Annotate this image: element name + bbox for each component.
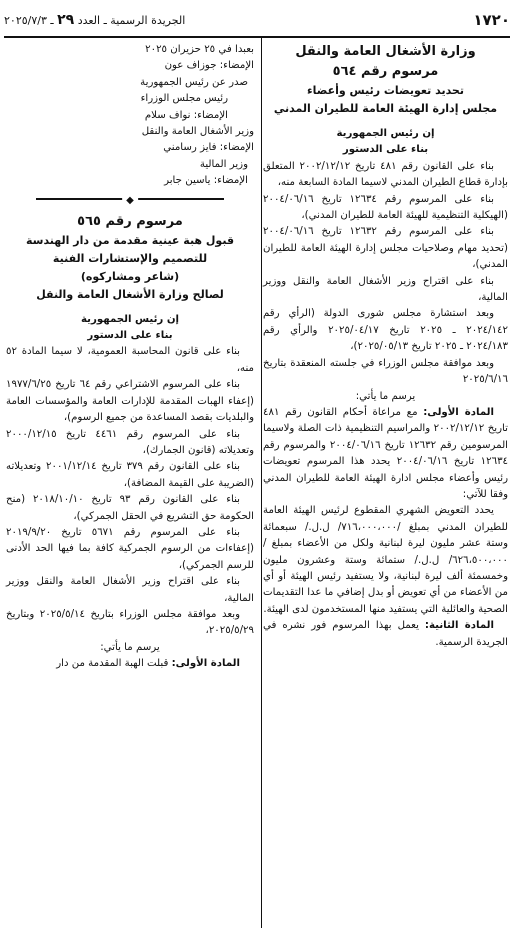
- body-paragraph: بناء على المرسوم رقم ١٢٦٣٢ تاريخ ٢٠٠٤/٠٦/١٦ (تحديد مهام وصلاحيات مجلس إدارة الهيئة العامة للطيران المدني)،: [263, 226, 508, 271]
- decree-subtitle: مجلس إدارة الهيئة العامة للطيران المدني: [273, 102, 498, 115]
- column-divider: [261, 38, 262, 928]
- article-label: المادة الثانية:: [424, 620, 494, 632]
- body-paragraph: وبعد موافقة مجلس الوزراء في جلسته المنعقدة بتاريخ ٢٠٢٥/٦/١٦: [263, 357, 508, 386]
- signature-line: بعبدا في ٢٥ حزيران ٢٠٢٥: [145, 44, 254, 55]
- decree-formula: يرسم ما يأتي:: [100, 641, 160, 653]
- signature-line: رئيس مجلس الوزراء: [140, 93, 228, 105]
- preamble-heading: بناء على الدستور: [342, 144, 429, 156]
- header-rule: [4, 36, 510, 38]
- body-paragraph: بناء على المرسوم رقم ٥٦٧١ تاريخ ٢٠١٩/٩/٢٠ (إعفاءات من الرسوم الجمركية كافة بما فيها الحد الأدنى للرسم الجمركي)،: [6, 526, 254, 571]
- body-paragraph: بناء على المرسوم رقم ٤٤٦١ تاريخ ٢٠٠٠/١٢/١٥ وتعديلاته (قانون الجمارك)،: [6, 428, 254, 456]
- right-column: [263, 42, 508, 651]
- body-paragraph: بناء على المرسوم رقم ١٢٦٣٤ تاريخ ٢٠٠٤/٠٦/١٦ (الهيكلية التنظيمية للهيئة العامة للطيران المدني)،: [263, 193, 508, 222]
- body-paragraph: وبعد استشارة مجلس شورى الدولة (الرأي رقم ٢٠٢٤/١٤٢ ـ ٢٠٢٥ تاريخ ٢٠٢٥/٠٤/١٧ والرأي رقم ٢٠٢٤/١٨٣ ـ ٢٠٢٥ تاريخ ٢٠٢٥/٠٥/١٣)،: [263, 308, 509, 353]
- issue-number: ٢٩: [57, 12, 75, 28]
- left-column: [6, 42, 254, 673]
- article-text: قبلت الهبة المقدمة من دار: [56, 658, 172, 670]
- decree-formula: يرسم ما يأتي:: [355, 390, 416, 402]
- body-paragraph: بناء على اقتراح وزير الأشغال العامة والنقل ووزير المالية،: [263, 275, 508, 304]
- decree-title: مرسوم رقم ٥٦٤: [332, 64, 439, 79]
- signature-line: وزير المالية: [199, 158, 248, 170]
- article-label: المادة الأولى:: [171, 658, 240, 670]
- body-paragraph: يحدد التعويض الشهري المقطوع لرئيس الهيئة العامة للطيران المدني بمبلغ /٧١٦،٠٠٠،٠٠٠/ ل.ل./ سبعمائة وستة عشر مليون ليرة لبنانية ولكل من الأعضاء بمبلغ /٦٢٦،٥٠٠،٠٠٠/ ل.ل./ ستمائة وستة وعشرون مليون وخمسمئة ألف ليرة لبنانية، ولا يستفيد رئيس الهيئة أو أي من الأعضاء من أي تعويض أو بدل إضافي ما عدا التقديمات الصحية والعائلية التي يستفيد منها المستخدمون لدى الهيئة.: [263, 505, 508, 615]
- spacer: [263, 118, 508, 126]
- preamble-heading: إن رئيس الجمهورية: [336, 128, 435, 139]
- signature-line: صدر عن رئيس الجمهورية: [140, 76, 248, 88]
- decree-title: مرسوم رقم ٥٦٥: [77, 213, 183, 229]
- signature-line: الإمضاء: نواف سلام: [144, 109, 228, 121]
- gazette-label: الجريدة الرسمية ـ العدد: [77, 14, 186, 27]
- body-paragraph: وبعد موافقة مجلس الوزراء بتاريخ ٢٠٢٥/٥/١٤ وبتاريخ ٢٠٢٥/٥/٢٩،: [6, 608, 254, 637]
- section-divider: [36, 194, 224, 206]
- signature-line: الإمضاء: فايز رسامني: [163, 142, 254, 154]
- spacer: [6, 304, 254, 312]
- body-paragraph: بناء على القانون رقم ٩٣ تاريخ ٢٠١٨/١٠/١٠ (منح الحكومة حق التشريع في الحقل الجمركي)،: [6, 494, 254, 522]
- article-text: يعمل بهذا المرسوم فور نشره في الجريدة الرسمية.: [263, 620, 508, 648]
- decree-subtitle: تحديد تعويضات رئيس وأعضاء: [307, 84, 464, 97]
- gazette-issue-info: [4, 12, 185, 28]
- preamble-heading: بناء على الدستور: [87, 330, 173, 342]
- decree-subtitle: قبول هبة عينية مقدمة من دار الهندسة: [25, 233, 235, 247]
- body-paragraph: بناء على قانون المحاسبة العمومية، لا سيما المادة ٥٢ منه،: [6, 346, 254, 374]
- page-number: ١٧٢٠: [473, 11, 510, 29]
- signature-line: الإمضاء: جوزاف عون: [164, 60, 254, 72]
- decree-subtitle: لصالح وزارة الأشغال العامة والنقل: [36, 287, 224, 301]
- body-paragraph: بناء على القانون رقم ٤٨١ تاريخ ٢٠٠٢/١٢/١٢ المتعلق بإدارة قطاع الطيران المدني لاسيما المادة السابعة منه،: [263, 160, 508, 189]
- signature-line: وزير الأشغال العامة والنقل: [141, 126, 254, 138]
- issue-date: ـ ٢٠٢٥/٧/٣: [4, 14, 54, 27]
- article-paragraph: [263, 405, 508, 503]
- preamble-heading: إن رئيس الجمهورية: [81, 313, 179, 325]
- decree-title: وزارة الأشغال العامة والنقل: [295, 44, 476, 59]
- signature-line: الإمضاء: ياسين جابر: [164, 175, 248, 187]
- article-paragraph: [6, 656, 254, 672]
- article-text: مع مراعاة أحكام القانون رقم ٤٨١ تاريخ ٢٠٠٢/١٢/١٢ والمراسيم التنظيمية ذات الصلة ولاسيما المرسومين رقم ١٢٦٣٢ تاريخ ٢٠٠٤/٠٦/١٦ والمرسوم رقم ١٢٦٣٤ تاريخ ٢٠٠٤/٠٦/١٦ يحدد هذا المرسوم تعويضات رئيس وأعضاء مجلس ادارة الهيئة العامة للطيران المدني وفقا للآتي:: [263, 406, 509, 500]
- divider-ornament-icon: ◆: [122, 193, 138, 209]
- body-paragraph: بناء على اقتراح وزير الأشغال العامة والنقل ووزير المالية،: [6, 576, 254, 604]
- article-label: المادة الأولى:: [423, 406, 494, 418]
- decree-subtitle: (شاعر ومشاركوه): [80, 269, 180, 283]
- body-paragraph: بناء على المرسوم الاشتراعي رقم ٦٤ تاريخ ١٩٧٧/٦/٢٥ (إعفاء الهبات المقدمة للإدارات العامة والمؤسسات العامة والبلديات بقصد المساعدة من جميع الرسوم)،: [6, 379, 254, 424]
- decree-subtitle: للتصميم والإستشارات الفنية: [52, 251, 208, 265]
- article-paragraph: [263, 618, 508, 651]
- body-paragraph: بناء على القانون رقم ٣٧٩ تاريخ ٢٠٠١/١٢/١٤ وتعديلاته (الضريبة على القيمة المضافة)،: [6, 461, 254, 489]
- page-header: [4, 6, 510, 34]
